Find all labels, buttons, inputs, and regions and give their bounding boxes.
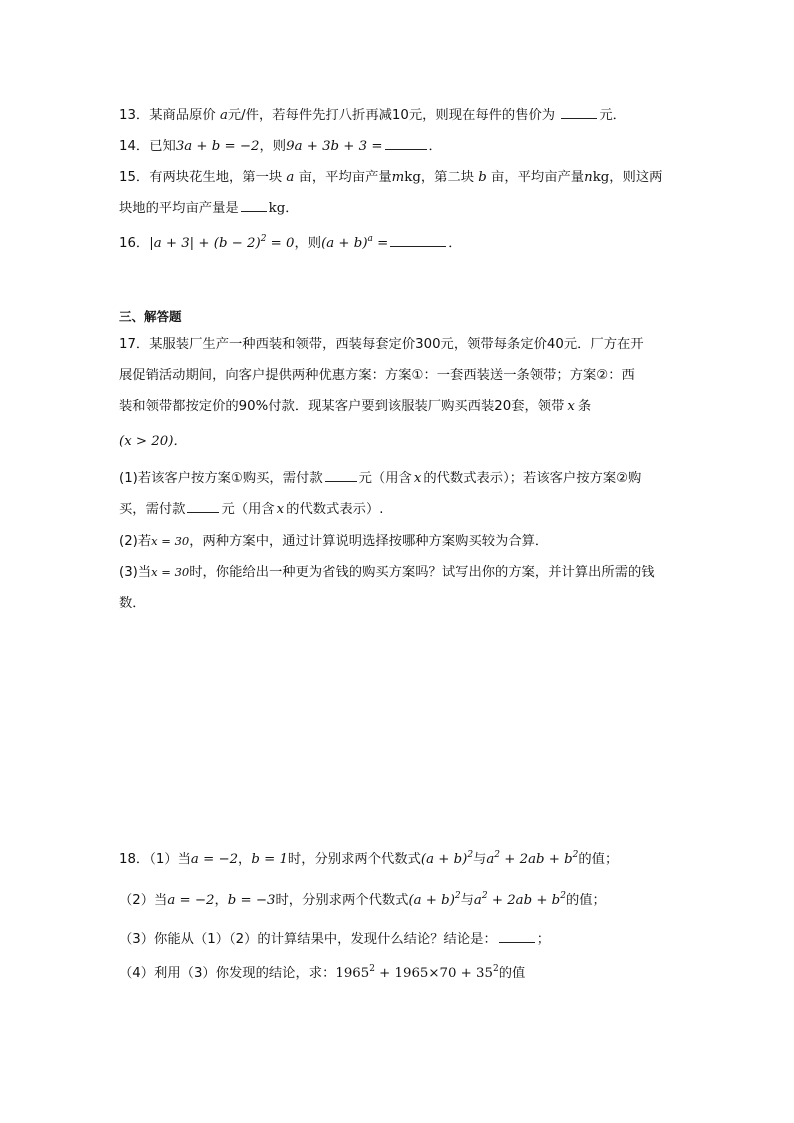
- question-16: [119, 232, 462, 251]
- q18-p2-text-a: （2）当: [119, 893, 168, 908]
- q16-equals-zero: = 0: [266, 236, 295, 251]
- q15-var-a: a: [286, 170, 295, 185]
- q17-p3-var: x = 30: [151, 565, 190, 579]
- q15-text-e: ，则这两: [609, 170, 663, 185]
- q18-p3-answer-blank[interactable]: [499, 941, 535, 943]
- q18-p1-comma: ，: [238, 852, 252, 867]
- q16-answer-blank[interactable]: [390, 245, 446, 247]
- q15-unit-3: kg: [268, 201, 286, 216]
- q18-p2-a-value: a = −2: [167, 893, 215, 908]
- q13-text-c: 元．: [599, 108, 626, 123]
- q18-p1-and: 与: [473, 852, 487, 867]
- q17-part-1-line-2: [119, 498, 383, 517]
- q17-p1-text-e: 元（用含: [221, 502, 275, 517]
- q17-p1-text-d: 买，需付款: [119, 502, 186, 517]
- q14-expression: 9a + 3b + 3 =: [286, 139, 383, 154]
- q18-p4-expr-1-exp: 2: [369, 964, 375, 974]
- q18-p2-text-c: 时，分别求两个代数式: [275, 893, 409, 908]
- q15-text-f: 块地的平均亩产量是: [119, 201, 239, 216]
- q17-p2-var: x = 30: [151, 534, 190, 548]
- q18-part-2: [119, 889, 606, 908]
- q16-number: 16．: [119, 236, 150, 251]
- q16-expression-1: |a + 3| + (b − 2): [149, 236, 261, 251]
- q17-part-3-line-1: [119, 561, 655, 580]
- q18-p2-b-value: b = −3: [227, 893, 276, 908]
- question-14: [119, 135, 442, 154]
- q13-text-b: 元/件，若每件先打八折再减10元，则现在每件的售价为: [227, 108, 560, 123]
- q17-condition: (x > 20)．: [119, 434, 187, 449]
- q18-p2-comma: ，: [214, 893, 228, 908]
- q16-expression-2: (a + b): [321, 236, 368, 251]
- q18-p4-expr-2: + 1965×70 + 35: [374, 966, 493, 981]
- q17-p1-text-a: (1)若该客户按方案①购买，需付款: [119, 471, 323, 486]
- q14-text-c: ．: [428, 139, 442, 154]
- q15-text-b: 亩，平均亩产量: [294, 170, 392, 185]
- q15-number: 15．: [119, 170, 150, 185]
- q15-var-b: b: [478, 170, 487, 185]
- q15-unit-1: kg: [404, 170, 421, 185]
- q17-line-2: 展促销活动期间，向客户提供两种优惠方案：方案①：一套西装送一条领带；方案②：西: [119, 368, 635, 383]
- q15-var-m: m: [391, 170, 405, 185]
- q18-p1-text-a: 18．（1）当: [119, 852, 191, 867]
- q14-text-b: ，则: [259, 139, 287, 154]
- q18-p1-expr-2b: + 2ab + b: [500, 852, 573, 867]
- q18-p1-expr-2a-exp: 2: [494, 850, 501, 860]
- q17-p1-text-g: 的代数式表示）.: [286, 502, 384, 517]
- q17-p3-text-a: (3)当: [119, 565, 152, 580]
- q18-p1-text-c: 时，分别求两个代数式: [287, 852, 421, 867]
- q17-line-1: 17．某服装厂生产一种西装和领带，西装每套定价300元，领带每条定价40元．厂方在开: [119, 337, 644, 352]
- q13-answer-blank[interactable]: [561, 117, 597, 119]
- q17-line-3-end: 条: [577, 399, 592, 414]
- q13-number: 13．: [119, 108, 150, 123]
- q17-part-3-line-2: 数．: [119, 596, 146, 611]
- q18-p4-text-a: （4）利用（3）你发现的结论，求：: [119, 966, 336, 981]
- q15-text-d: 亩，平均亩产量: [486, 170, 585, 185]
- q17-line-3: [119, 395, 591, 414]
- q18-p2-expr-1-exp: 2: [454, 891, 461, 901]
- q14-equation-given: 3a + b = −2: [175, 139, 260, 154]
- q15-text-a: 有两块花生地，第一块: [149, 170, 287, 185]
- q16-exponent-1: 2: [260, 234, 267, 244]
- section-title: 三、解答题: [119, 309, 182, 324]
- q17-part-1-line-1: [119, 467, 641, 486]
- q18-p1-expr-2a: a: [486, 852, 495, 867]
- q18-part-1: [119, 848, 618, 867]
- q18-p4-expr-2-exp: 2: [492, 964, 499, 974]
- q14-answer-blank[interactable]: [385, 148, 427, 150]
- q18-p3-text-b: ；: [536, 932, 551, 947]
- q13-variable: a: [219, 108, 228, 123]
- q17-p2-text-a: (2)若: [119, 534, 152, 549]
- q18-p2-and: 与: [460, 893, 474, 908]
- q17-p2-text-b: ，两种方案中，通过计算说明选择按哪种方案购买较为合算．: [189, 534, 549, 549]
- question-15-line-2: [119, 197, 299, 216]
- q14-number: 14．: [119, 139, 150, 154]
- q16-text-a: ，则: [294, 236, 322, 251]
- q17-p1-text-c: 的代数式表示）；若该客户按方案②购: [423, 471, 642, 486]
- q16-text-b: ．: [448, 236, 462, 251]
- q15-var-n: n: [584, 170, 593, 185]
- q17-p1-text-b: 元（用含: [358, 471, 412, 486]
- q17-part-2: [119, 530, 548, 549]
- q18-p2-expr-2b: + 2ab + b: [487, 893, 561, 908]
- q18-p3-text-a: （3）你能从（1）（2）的计算结果中，发现什么结论？结论是：: [119, 932, 497, 947]
- q16-exponent-2: a: [367, 234, 373, 244]
- q18-p2-text-e: 的值；: [565, 893, 606, 908]
- q17-var-x: x: [567, 399, 575, 414]
- q18-p1-b-value: b = 1: [251, 852, 288, 867]
- q15-text-c: ，第二块: [420, 170, 479, 185]
- q18-p1-expr-1-exp: 2: [467, 850, 474, 860]
- q18-p1-a-value: a = −2: [190, 852, 239, 867]
- q15-text-g: ．: [285, 201, 299, 216]
- q17-p1-blank-1[interactable]: [325, 480, 357, 482]
- q15-unit-2: kg: [592, 170, 610, 185]
- q17-p1-var-2: x: [276, 502, 285, 517]
- q18-p4-text-b: 的值: [498, 966, 526, 981]
- q17-p3-text-b: 时，你能给出一种更为省钱的购买方案吗？试写出你的方案，并计算出所需的钱: [189, 565, 655, 580]
- q16-equals: =: [372, 236, 389, 251]
- q18-p1-expr-2b-exp: 2: [572, 850, 579, 860]
- q15-answer-blank[interactable]: [241, 210, 267, 212]
- q18-part-3: [119, 928, 550, 947]
- q13-text-a: 某商品原价: [149, 108, 220, 123]
- q18-p1-expr-1: (a + b): [420, 852, 468, 867]
- q18-p2-expr-2a: a: [473, 893, 482, 908]
- q18-p2-expr-2a-exp: 2: [481, 891, 488, 901]
- q17-p1-blank-2[interactable]: [187, 511, 219, 513]
- question-15-line-1: [119, 166, 662, 185]
- q18-part-4: [119, 962, 525, 981]
- q18-p4-expr-1: 1965: [335, 966, 370, 981]
- q18-p2-expr-2b-exp: 2: [560, 891, 566, 901]
- q18-p2-expr-1: (a + b): [408, 893, 455, 908]
- question-13: [119, 104, 626, 123]
- q17-p1-var: x: [413, 471, 422, 486]
- q17-line-3-text: 装和领带都按定价的90%付款．现某客户要到该服装厂购买西装20套，领带: [119, 399, 565, 414]
- q18-p1-text-e: 的值；: [578, 852, 619, 867]
- q14-text-a: 已知: [149, 139, 176, 154]
